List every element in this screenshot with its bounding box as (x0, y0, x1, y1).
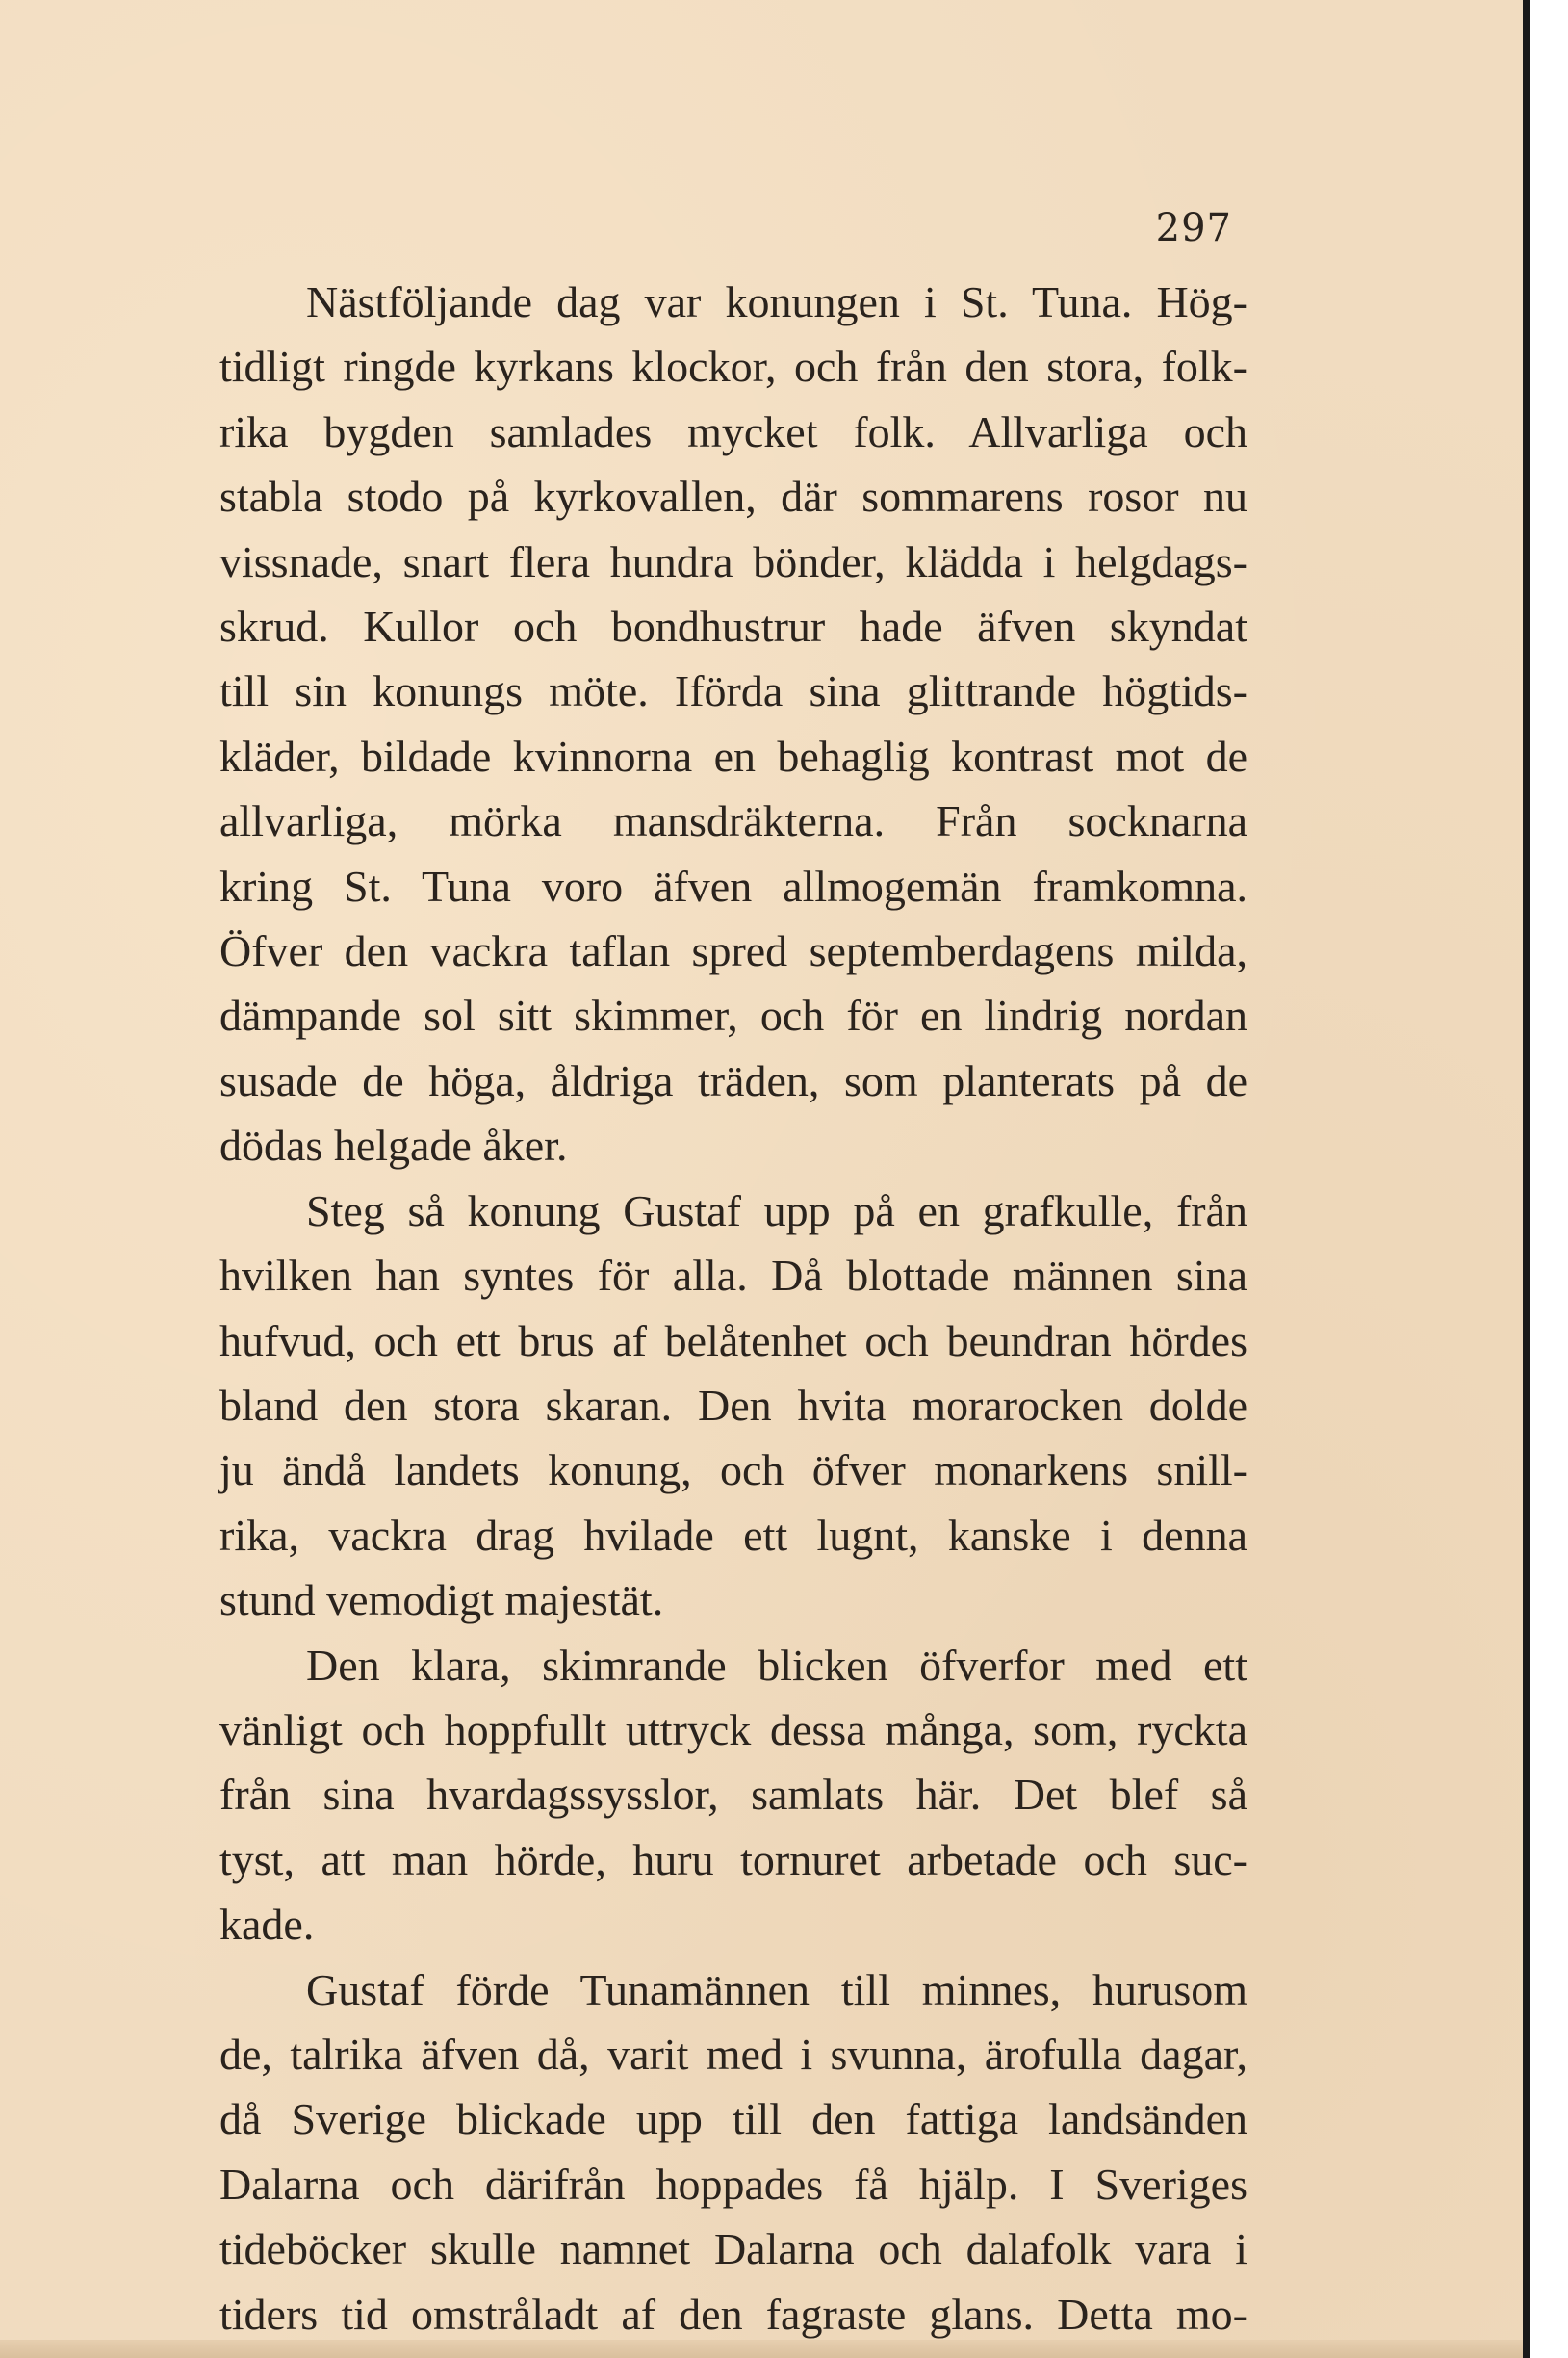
text-line: Öfver den vackra taflan spred septemberdagens milda, (219, 926, 1247, 976)
text-line: susade de höga, åldriga träden, som planterats på de (219, 1055, 1247, 1105)
body-text (219, 270, 1247, 2346)
text-line: till sin konungs möte. Iförda sina glittrande högtids- (219, 666, 1247, 716)
text-line: stund vemodigt majestät. (219, 1575, 664, 1625)
page-number: 297 (1155, 206, 1232, 250)
text-line: hvilken han syntes för alla. Då blottade männen sina (219, 1251, 1247, 1301)
text-line: rika bygden samlades mycket folk. Allvarliga och (219, 406, 1247, 456)
text-line: Steg så konung Gustaf upp på en grafkulle, från (306, 1185, 1247, 1235)
text-line: kläder, bildade kvinnorna en behaglig kontrast mot de (219, 731, 1247, 781)
text-line: vissnade, snart flera hundra bönder, klädda i helgdags- (219, 536, 1247, 586)
text-line: dämpande sol sitt skimmer, och för en lindrig nordan (219, 991, 1247, 1041)
text-line: vänligt och hoppfullt uttryck dessa många, som, ryckta (219, 1704, 1247, 1754)
text-line: hufvud, och ett brus af belåtenhet och beundran hördes (219, 1315, 1247, 1365)
text-line: Den klara, skimrande blicken öfverfor med ett (306, 1640, 1247, 1690)
text-line: ju ändå landets konung, och öfver monarkens snill- (219, 1445, 1247, 1495)
text-line: rika, vackra drag hvilade ett lugnt, kanske i denna (219, 1510, 1247, 1560)
text-line: Gustaf förde Tunamännen till minnes, hurusom (306, 1964, 1247, 2014)
text-line: stabla stodo på kyrkovallen, där sommarens rosor nu (219, 472, 1247, 522)
text-line: allvarliga, mörka mansdräkterna. Från socknarna (219, 796, 1247, 846)
text-line: de, talrika äfven då, varit med i svunna, ärofulla dagar, (219, 2029, 1247, 2079)
text-line: bland den stora skaran. Den hvita morarocken dolde (219, 1380, 1247, 1430)
text-line: då Sverige blickade upp till den fattiga landsänden (219, 2094, 1247, 2144)
text-line: från sina hvardagssysslor, samlats här. Det blef så (219, 1770, 1247, 1820)
text-line: tidligt ringde kyrkans klockor, och från den stora, folk- (219, 342, 1247, 392)
text-line: tiders tid omstråladt af den fagraste glans. Detta mo- (219, 2289, 1247, 2339)
text-line: skrud. Kullor och bondhustrur hade äfven skyndat (219, 602, 1247, 652)
text-line: dödas helgade åker. (219, 1121, 568, 1171)
text-line: kade. (219, 1900, 315, 1950)
page-edge-shadow (1523, 0, 1530, 2358)
text-line: kring St. Tuna voro äfven allmogemän framkomna. (219, 861, 1247, 911)
text-line: tyst, att man hörde, huru tornuret arbetade och suc- (219, 1834, 1247, 1884)
text-line: tideböcker skulle namnet Dalarna och dalafolk vara i (219, 2224, 1247, 2274)
text-line: Dalarna och därifrån hoppades få hjälp. I Sveriges (219, 2159, 1247, 2209)
text-line: Nästföljande dag var konungen i St. Tuna. Hög- (306, 277, 1247, 326)
scan-margin (1530, 0, 1568, 2358)
